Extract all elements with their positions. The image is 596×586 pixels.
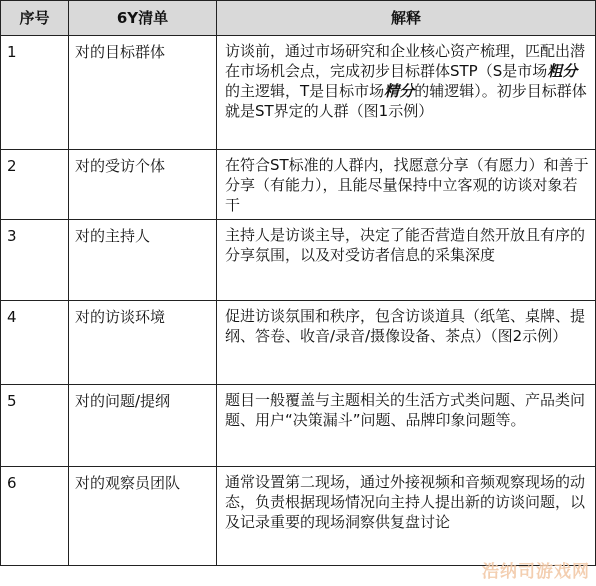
- row-explanation: [217, 385, 596, 467]
- row-checklist-item: 对的访谈环境: [69, 301, 217, 385]
- emphasis-text: 粗分: [547, 62, 578, 80]
- explanation-text: 促进访谈氛围和秩序，包含访谈道具（纸笔、桌牌、提纲、答卷、收音/录音/摄像设备、茶点）（图2示例）: [225, 307, 586, 345]
- row-checklist-item: 对的观察员团队: [69, 467, 217, 566]
- explanation-text: 的主逻辑，T是目标市场: [225, 82, 385, 100]
- row-index: 5: [1, 385, 69, 467]
- header-checklist: 6Y清单: [69, 1, 217, 36]
- row-index: 2: [1, 150, 69, 220]
- row-index: 1: [1, 36, 69, 150]
- header-explanation: 解释: [217, 1, 596, 36]
- table-row: [1, 467, 596, 566]
- row-checklist-item: 对的主持人: [69, 220, 217, 301]
- row-explanation: [217, 36, 596, 150]
- explanation-text: 通常设置第二现场，通过外接视频和音频观察现场的动态，负责根据现场情况向主持人提出新的访谈问题，以及记录重要的现场洞察供复盘讨论: [225, 473, 586, 531]
- explanation-text: 在符合ST标准的人群内，找愿意分享（有愿力）和善于分享（有能力），且能尽量保持中立客观的访谈对象若干: [225, 156, 589, 214]
- table-row: [1, 150, 596, 220]
- row-checklist-item: 对的受访个体: [69, 150, 217, 220]
- explanation-text: 题目一般覆盖与主题相关的生活方式类问题、产品类问题、用户“决策漏斗”问题、品牌印象问题等。: [225, 391, 586, 429]
- emphasis-text: 精分: [384, 82, 415, 100]
- table-row: [1, 301, 596, 385]
- row-index: 6: [1, 467, 69, 566]
- explanation-text: 的辅逻辑）。初步目标群体就是ST界定的人群（图1示例）: [225, 82, 587, 120]
- row-explanation: [217, 301, 596, 385]
- table-header-row: [1, 1, 596, 36]
- row-explanation: [217, 220, 596, 301]
- table-row: [1, 220, 596, 301]
- row-checklist-item: 对的目标群体: [69, 36, 217, 150]
- header-index: 序号: [1, 1, 69, 36]
- row-explanation: [217, 150, 596, 220]
- explanation-text: 访谈前，通过市场研究和企业核心资产梳理，匹配出潜在市场机会点，完成初步目标群体STP（S是市场: [225, 42, 586, 80]
- site-watermark: 浩纳司游戏网: [482, 562, 590, 582]
- row-index: 3: [1, 220, 69, 301]
- table-row: [1, 36, 596, 150]
- table-row: [1, 385, 596, 467]
- row-explanation: [217, 467, 596, 566]
- row-checklist-item: 对的问题/提纲: [69, 385, 217, 467]
- row-index: 4: [1, 301, 69, 385]
- explanation-text: 主持人是访谈主导，决定了能否营造自然开放且有序的分享氛围，以及对受访者信息的采集深度: [225, 226, 586, 264]
